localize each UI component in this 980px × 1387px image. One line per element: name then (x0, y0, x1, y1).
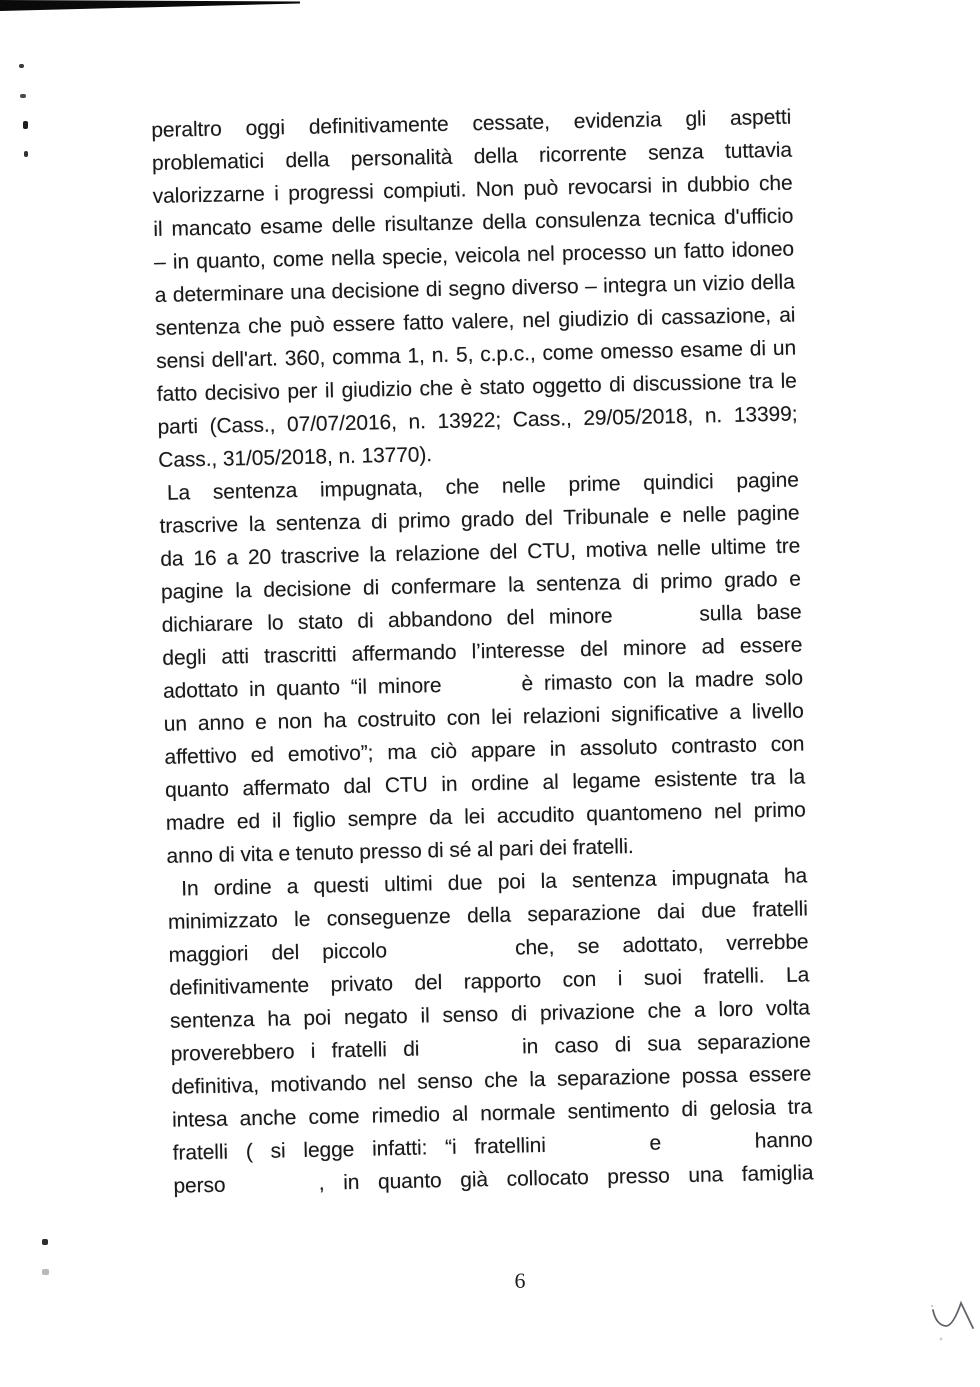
text-line: fatto decisivo per il giudizio che è stato oggetto di discussione tra le (156, 369, 797, 406)
redaction-gap (679, 1146, 737, 1149)
text-line: pagine la decisione di confermare la sentenza di primo grado e (160, 567, 802, 604)
text-line: intesa anche come rimedio al normale sentimento di gelosia tra (171, 1095, 813, 1132)
text-line: definitivamente privato del rapporto con i suoi fratelli. La (169, 963, 810, 1000)
text-line: definitiva, motivando nel senso che la separazione possa essere (171, 1062, 812, 1099)
scan-speck (24, 151, 28, 157)
pen-dot (940, 1338, 943, 1341)
text-line: a determinare una decisione di segno diverso – integra un vizio della (154, 270, 795, 307)
scan-speck (20, 94, 26, 98)
text-line: In ordine a questi ultimi due poi la sentenza impugnata ha (180, 864, 808, 901)
text-line: perso , in quanto già collocato presso una famiglia (173, 1161, 814, 1198)
text-line: quanto affermato dal CTU in ordine al legame esistente tra la (164, 765, 806, 802)
scan-speck (42, 1239, 48, 1245)
text-line: valorizzarne i progressi compiuti. Non può revocarsi in dubbio che (152, 171, 793, 208)
text-line: degli atti trascritti affermando l’interesse del minore ad essere (162, 633, 803, 670)
pen-dot (931, 1305, 933, 1307)
text-line: maggiori del piccolo che, se adottato, verrebbe (168, 930, 809, 967)
text-line: fratelli ( si legge infatti: “i fratellini e hanno (172, 1128, 813, 1165)
text-line: adottato in quanto “il minore è rimasto con la madre solo (162, 666, 804, 703)
text-line: problematici della personalità della ricorrente senza tuttavia (151, 138, 793, 175)
text-line: Cass., 31/05/2018, n. 13770). (158, 443, 433, 472)
redaction-gap (627, 619, 685, 622)
redaction-gap (244, 1188, 300, 1191)
text-line: il mancato esame delle risultanze della consulenza tecnica d'ufficio (153, 204, 794, 241)
scan-speck (19, 64, 24, 68)
text-line: sentenza ha poi negato il senso di privazione che a loro volta (169, 996, 811, 1033)
text-line: madre ed il figlio sempre da lei accudito quantomeno nel primo (165, 798, 806, 835)
text-line: dichiarare lo stato di abbandono del minore sulla base (161, 600, 802, 637)
page-number: 6 (514, 1268, 526, 1293)
text-line: minimizzato le conseguenze della separazione dai due fratelli (167, 897, 809, 934)
text-line: proverebbero i fratelli di in caso di sua separazione (170, 1029, 811, 1066)
redaction-gap (453, 689, 511, 692)
text-line: affettivo ed emotivo”; ma ciò appare in assoluto contrasto con (164, 732, 805, 769)
scan-speck (23, 121, 28, 129)
text-line: trascrive la sentenza di primo grado del Tribunale e nelle pagine (159, 501, 800, 538)
text-line: sentenza che può essere fatto valere, nel giudizio di cassazione, ai (155, 303, 796, 340)
pen-squiggle-stroke (933, 1303, 973, 1328)
text-line: da 16 a 20 trascrive la relazione del CTU, motiva nelle ultime tre (160, 534, 801, 571)
text-line: – in quanto, come nella specie, veicola nel processo un fatto idoneo (153, 237, 795, 274)
text-line: sensi dell'art. 360, comma 1, n. 5, c.p.c., come omesso esame di un (155, 336, 797, 373)
text-line: un anno e non ha costruito con lei relazioni significative a livello (163, 699, 804, 736)
scan-speck (42, 1269, 49, 1275)
scan-artifact-bar (0, 0, 310, 14)
redaction-gap (410, 953, 492, 957)
pen-squiggle (920, 1295, 980, 1355)
text-line: La sentenza impugnata, che nelle prime quindici pagine (166, 468, 800, 505)
scan-artifact-bar-shape (0, 0, 300, 11)
text-line: peraltro oggi definitivamente cessate, evidenzia gli aspetti (151, 105, 792, 142)
document-text (151, 101, 814, 1203)
text-line: parti (Cass., 07/07/2016, n. 13922; Cass., 29/05/2018, n. 13399; (157, 402, 798, 439)
text-lines (151, 101, 814, 1203)
redaction-gap (436, 1052, 506, 1055)
text-line: anno di vita e tenuto presso di sé al pari dei fratelli. (166, 835, 634, 868)
redaction-gap (564, 1148, 632, 1151)
